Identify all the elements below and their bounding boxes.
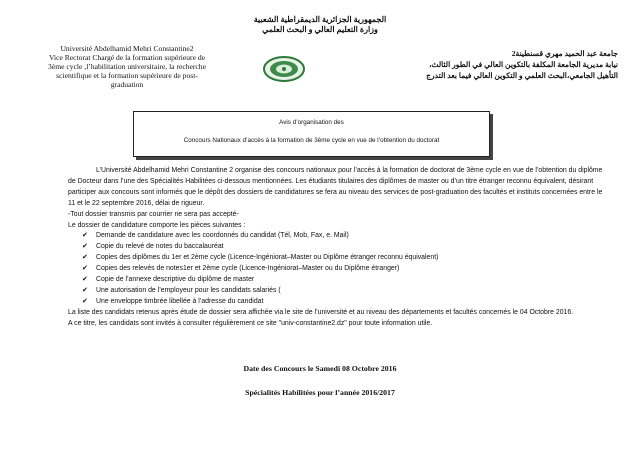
- mail-note: -Tout dossier transmis par courrier ne sera pas accepté-: [68, 210, 239, 218]
- university-logo-icon: [262, 56, 306, 82]
- header-fr-line: scientifique et la formation supérieure de post-: [56, 71, 198, 80]
- list-item-label: Une enveloppe timbrée libellée à l’adresse du candidat: [96, 297, 264, 305]
- website-paragraph: A ce titre, les candidats sont invités à consulter régulièrement ce site "univ-constantine2.dz" pour toute information utile.: [68, 319, 433, 327]
- list-item: [82, 264, 608, 275]
- university-header-fr: [22, 44, 232, 89]
- list-item: [82, 275, 608, 286]
- dossier-intro: Le dossier de candidature comporte les pièces suivantes :: [68, 221, 246, 229]
- results-paragraph: La liste des candidats retenus après étude de dossier sera affichée via le site de l’université et au niveau des départements et facultés concernés le 04 Octobre 2016.: [68, 308, 574, 316]
- list-item-label: Copie du relevé de notes du baccalauréat: [96, 243, 224, 251]
- check-icon: ✔: [82, 254, 88, 262]
- list-item-label: Copies des diplômes du 1er et 2ème cycle (Licence-Ingéniorat–Master ou Diplôme étranger reconnu équivalent): [96, 254, 439, 262]
- concours-date: Date des Concours le Samedi 08 Octobre 2016: [243, 364, 397, 373]
- republic-header-ar: [230, 15, 410, 34]
- check-icon: ✔: [82, 243, 88, 251]
- header-ar-line: التأهيل الجامعي،البحث العلمي و التكوين العالي فيما بعد التدرج: [426, 71, 618, 80]
- header-ar-line: وزارة التعليم العالي و البحث العلمي: [262, 24, 378, 34]
- list-item: [82, 231, 608, 242]
- list-item-label: Une autorisation de l’employeur pour les candidats salariés (: [96, 286, 281, 294]
- university-header-ar: [388, 48, 618, 81]
- check-icon: ✔: [82, 276, 88, 284]
- list-item: [82, 253, 608, 264]
- header-ar-line: الجمهورية الجزائرية الديمقراطية الشعبية: [253, 15, 387, 24]
- required-documents-list: [68, 231, 608, 307]
- list-item-label: Copie de l’annexe descriptive du diplôme de master: [96, 276, 255, 284]
- header-ar-line: جامعة عبد الحميد مهري قسنطينة2: [511, 49, 618, 58]
- notice-body: [68, 166, 608, 330]
- intro-paragraph: L’Université Abdelhamid Mehri Constantine 2 organise des concours nationaux pour l’accès à la formation de doctorat de 3ème cycle en vue de l’obtention du diplôme de Docteur dans l’une des Spécialités Habilitées ci-dessous mentionnées. Les étudiants titulaires des diplômes de master ou d’un titre étranger reconnu équivalent, désirant participer aux concours sont informés que le dépôt des dossiers de candidatures se fera au niveau des services de post-graduation des facultés et instituts concernées entre le 11 et le 22 septembre 2016, délai de rigueur.: [68, 167, 603, 207]
- notice-title: Avis d’organisation des: [279, 119, 344, 126]
- check-icon: ✔: [82, 265, 88, 273]
- list-item: [82, 297, 608, 308]
- check-icon: ✔: [82, 297, 88, 305]
- check-icon: ✔: [82, 232, 88, 240]
- list-item: [82, 286, 608, 297]
- list-item-label: Demande de candidature avec les coordonnés du candidat (Tél, Mob, Fax, e. Mail): [96, 232, 349, 240]
- header-fr-line: graduation: [110, 80, 144, 89]
- header-fr-line: Université Abdelhamid Mehri Constantine2: [60, 44, 194, 53]
- notice-title-box: [133, 111, 490, 157]
- list-item-label: Copies des relevés de notes1er et 2ème cycle (Licence-Ingéniorat–Master ou du Diplôme étranger): [96, 265, 400, 273]
- notice-subtitle: Concours Nationaux d’accès à la formation de 3ème cycle en vue de l’obtention du doctorat: [183, 137, 440, 144]
- list-item: [82, 242, 608, 253]
- check-icon: ✔: [82, 286, 88, 294]
- header-ar-line: نيابة مديرية الجامعة المكلفة بالتكوين العالي في الطور الثالث،: [428, 60, 618, 69]
- header-fr-line: Vice Rectorat Chargé de la formation supérieure de: [48, 53, 206, 62]
- specialites-heading: Spécialités Habilitées pour l’année 2016/2017: [245, 388, 395, 397]
- header-fr-line: 3ème cycle ,l’habilitation universitaire, la recherche: [48, 62, 206, 71]
